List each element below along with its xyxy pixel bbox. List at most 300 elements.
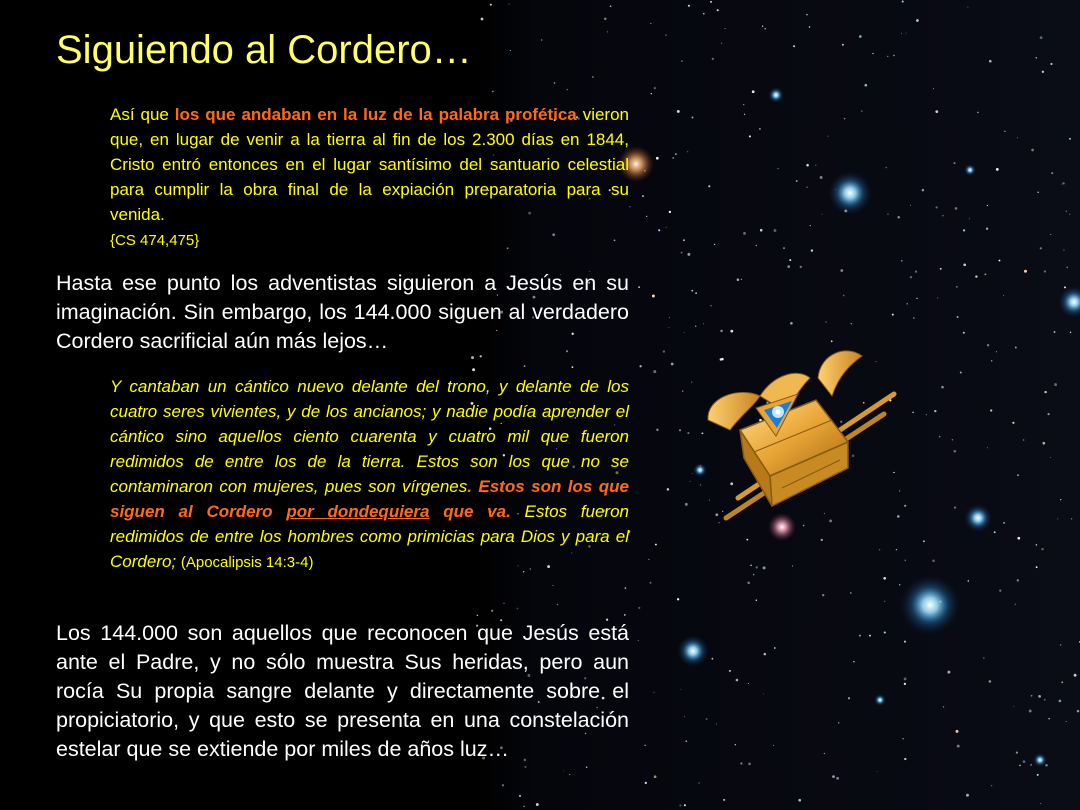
star (1044, 699, 1046, 701)
star (820, 176, 823, 179)
star (1016, 752, 1018, 754)
star (1057, 518, 1058, 519)
star (815, 164, 816, 165)
star (592, 76, 593, 77)
star (787, 265, 790, 268)
star (680, 689, 681, 690)
star (625, 587, 627, 589)
star (789, 259, 791, 261)
star (939, 436, 941, 438)
star (472, 368, 475, 371)
star (610, 5, 612, 7)
star (667, 488, 670, 491)
star (1017, 579, 1019, 581)
star (956, 730, 959, 733)
star (688, 5, 690, 7)
star (967, 7, 968, 8)
star (915, 270, 917, 272)
star (904, 641, 906, 643)
star (872, 53, 873, 54)
star (941, 386, 944, 389)
star (703, 323, 704, 324)
star (984, 273, 986, 275)
quote2-highlight: Estos son los que siguen al Cordero (110, 477, 629, 521)
star (554, 82, 556, 84)
star (673, 157, 674, 158)
star (1050, 234, 1051, 235)
star (736, 679, 739, 682)
star (896, 549, 897, 550)
star (936, 206, 938, 208)
star (1064, 286, 1066, 288)
star (1074, 674, 1077, 677)
star (902, 738, 903, 739)
star (644, 745, 645, 746)
star (893, 55, 894, 56)
star (975, 275, 977, 277)
star (912, 412, 914, 414)
star (756, 245, 757, 246)
star (756, 566, 758, 568)
star (1047, 413, 1049, 415)
star (963, 229, 965, 231)
star (695, 325, 696, 326)
star (822, 594, 824, 596)
quote2-highlight-end: que va. (429, 502, 511, 521)
star (991, 360, 993, 362)
star (1024, 270, 1027, 273)
star (952, 439, 953, 440)
star (692, 117, 694, 119)
star (760, 229, 763, 232)
star (759, 128, 761, 130)
star (710, 1, 712, 3)
star (906, 33, 907, 34)
star (905, 560, 906, 561)
star (864, 84, 867, 87)
star (753, 574, 755, 576)
star (1030, 764, 1032, 766)
star (943, 706, 944, 707)
star (960, 371, 962, 373)
star (916, 19, 919, 22)
star (735, 744, 736, 745)
star (523, 806, 524, 807)
star (763, 693, 764, 694)
star (809, 26, 811, 28)
star (764, 28, 766, 30)
star (859, 35, 862, 38)
star (1023, 439, 1024, 440)
star (810, 225, 811, 226)
star (1036, 57, 1038, 59)
star (843, 295, 845, 297)
star (933, 88, 934, 89)
star (887, 214, 888, 215)
star (940, 268, 942, 270)
star (796, 180, 798, 182)
star (967, 580, 969, 582)
star (807, 187, 808, 188)
star (902, 1, 904, 3)
star (1071, 518, 1072, 519)
star (861, 110, 863, 112)
star (677, 110, 680, 113)
star (1037, 774, 1039, 776)
star (1048, 718, 1049, 719)
star (1066, 721, 1067, 722)
star (923, 540, 925, 542)
star (840, 269, 843, 272)
star (684, 332, 685, 333)
star (1061, 184, 1062, 185)
star (989, 680, 992, 683)
star (695, 292, 697, 294)
star (994, 531, 996, 533)
star (832, 775, 835, 778)
star (638, 640, 639, 641)
paragraph-adventists: Hasta ese punto los adventistas siguieron a Jesús en su imaginación. Sin embargo, los 144.000 siguen al verdadero Cordero sacrificial aún más lejos… (56, 271, 629, 353)
star (806, 14, 807, 15)
star (783, 247, 785, 249)
star (654, 87, 656, 89)
star (552, 585, 553, 586)
star (756, 600, 757, 601)
star (853, 661, 854, 662)
star (989, 60, 992, 63)
star (503, 603, 504, 604)
star (825, 321, 826, 322)
star (1063, 249, 1065, 251)
star (1019, 765, 1021, 767)
star (666, 227, 667, 228)
star (996, 168, 999, 171)
star (743, 232, 746, 235)
star (1059, 700, 1062, 703)
star (955, 207, 958, 210)
star (901, 260, 903, 262)
star (604, 18, 606, 20)
star (651, 93, 652, 94)
star (706, 718, 708, 720)
quote1-reference: {CS 474,475} (110, 232, 200, 249)
star (842, 44, 844, 46)
star (567, 89, 568, 90)
star (638, 607, 640, 609)
star (1003, 295, 1004, 296)
star (1060, 499, 1061, 500)
star (725, 28, 726, 29)
star (764, 653, 767, 656)
star (790, 322, 793, 325)
star (492, 91, 494, 93)
star (687, 151, 688, 152)
quote-great-controversy (110, 102, 629, 253)
star (901, 33, 902, 34)
star (687, 432, 689, 434)
star (721, 43, 722, 44)
star (638, 286, 640, 288)
star (720, 330, 723, 333)
star (957, 745, 960, 748)
star (996, 351, 997, 352)
star (748, 763, 751, 766)
star (906, 303, 908, 305)
star (774, 229, 777, 232)
slide-title: Siguiendo al Cordero… (56, 28, 472, 72)
star (716, 723, 717, 724)
star (987, 205, 988, 206)
star (934, 410, 936, 412)
star (648, 559, 649, 560)
star (851, 323, 852, 324)
star (517, 608, 519, 610)
star (800, 266, 802, 268)
star (656, 429, 658, 431)
star (762, 25, 763, 26)
star (557, 604, 559, 606)
star (663, 350, 665, 352)
star (916, 298, 917, 299)
star (926, 414, 927, 415)
star (913, 317, 915, 319)
star (884, 631, 886, 633)
star (750, 564, 752, 566)
star (684, 804, 686, 806)
star (1070, 332, 1071, 333)
star (671, 363, 674, 366)
star (1040, 247, 1042, 249)
star (850, 592, 851, 593)
star (563, 771, 564, 772)
star (502, 784, 504, 786)
star (703, 13, 705, 15)
star (1017, 137, 1018, 138)
star (1017, 537, 1020, 540)
star (691, 381, 692, 382)
star (1042, 71, 1044, 73)
star (821, 214, 822, 215)
star (650, 582, 652, 584)
star (541, 39, 542, 40)
star (910, 276, 912, 278)
star (922, 189, 925, 192)
star (1041, 548, 1043, 550)
star (1036, 566, 1038, 568)
star (656, 157, 659, 160)
star (1066, 210, 1067, 211)
star (743, 104, 744, 105)
star (844, 118, 845, 119)
star (1040, 803, 1041, 804)
star (848, 697, 850, 699)
star (947, 671, 950, 674)
star (763, 566, 766, 569)
star (1044, 391, 1046, 393)
star (793, 45, 795, 47)
quote1-text-start: Así que (110, 105, 175, 124)
star (937, 297, 938, 298)
star (792, 566, 793, 567)
star (879, 549, 880, 550)
star (1062, 182, 1064, 184)
star (717, 9, 719, 11)
star (1004, 131, 1005, 132)
star (983, 657, 985, 659)
star (681, 252, 683, 254)
star (811, 249, 813, 251)
star (1017, 474, 1019, 476)
star (897, 216, 900, 219)
star (827, 136, 828, 137)
star (1015, 346, 1017, 348)
star (884, 601, 885, 602)
star (746, 539, 748, 541)
star (1036, 544, 1038, 546)
star (681, 60, 682, 61)
star (744, 114, 745, 115)
star (629, 206, 630, 207)
star (682, 390, 683, 391)
star (1051, 172, 1053, 174)
star (1054, 383, 1057, 386)
star (1038, 695, 1041, 698)
star (1050, 457, 1051, 458)
star (569, 774, 570, 775)
star (471, 356, 474, 359)
star (677, 598, 679, 600)
star (806, 164, 809, 167)
star (684, 716, 685, 717)
star (690, 481, 691, 482)
star (652, 295, 655, 298)
star (654, 692, 655, 693)
star (1054, 331, 1056, 333)
star (645, 782, 647, 784)
star (957, 316, 959, 318)
star (510, 50, 511, 51)
star (624, 614, 626, 616)
quote1-highlight: los que andaban en la luz de la palabra profética (174, 105, 577, 124)
star (1045, 764, 1048, 767)
quote2-reference: (Apocalipsis 14:3-4) (180, 554, 314, 571)
star (904, 758, 906, 760)
star (990, 409, 992, 411)
star (669, 317, 670, 318)
star (654, 775, 657, 778)
star (1040, 36, 1043, 39)
star (969, 218, 970, 219)
star (883, 577, 886, 580)
star (675, 153, 677, 155)
star (650, 23, 651, 24)
star (953, 450, 956, 453)
star (885, 167, 887, 169)
star (665, 34, 666, 35)
star (999, 589, 1001, 591)
star (1012, 422, 1014, 424)
star (859, 635, 861, 637)
star (1037, 192, 1039, 194)
star (711, 658, 713, 660)
star (999, 260, 1001, 262)
star (747, 581, 750, 584)
star (741, 279, 742, 280)
star (714, 244, 715, 245)
star (698, 782, 699, 783)
star (481, 18, 484, 21)
star (509, 4, 510, 5)
star (639, 365, 641, 367)
star (536, 803, 539, 806)
star (932, 560, 935, 563)
star (723, 799, 725, 801)
star (774, 647, 776, 649)
star (935, 110, 938, 113)
star (1044, 270, 1046, 272)
star (748, 683, 749, 684)
star (669, 211, 671, 213)
star (869, 635, 871, 637)
star (679, 804, 681, 806)
star (899, 490, 900, 491)
ark-of-covenant-image (698, 338, 898, 528)
star (586, 766, 588, 768)
star (477, 615, 479, 617)
star (887, 56, 888, 57)
star (773, 745, 774, 746)
star (1031, 695, 1033, 697)
star (966, 794, 969, 797)
star (683, 239, 685, 241)
star (668, 327, 669, 328)
star (642, 195, 644, 197)
star (524, 766, 526, 768)
star (519, 795, 521, 797)
star (1013, 706, 1014, 707)
quote2-text-end: Estos fueron redimidos de entre los hombres como primicias para Dios y para el Cordero; (110, 502, 629, 571)
star (572, 366, 574, 368)
star (1069, 138, 1071, 140)
star (730, 330, 733, 333)
star (752, 90, 755, 93)
star (1077, 710, 1080, 713)
star (692, 473, 693, 474)
quote1-text-end: vieron que, en lugar de venir a la tierra al fin de los 2.300 días en 1844, Cristo entró entonces en el lugar santísimo del santuario celestial para cumplir la obra final de la expiación preparatoria para su venida. (110, 105, 629, 224)
star (1015, 604, 1016, 605)
star (1050, 63, 1052, 65)
star (490, 4, 492, 6)
star (899, 584, 900, 585)
star (1060, 644, 1062, 646)
star (910, 205, 911, 206)
star (986, 228, 988, 230)
star (653, 370, 656, 373)
star (1023, 760, 1026, 763)
star (1029, 710, 1032, 713)
star (524, 365, 526, 367)
star (749, 135, 751, 137)
quote2-highlight-underlined: por dondequiera (286, 502, 430, 521)
star (708, 185, 710, 187)
star (691, 290, 693, 292)
star (963, 332, 965, 334)
star (798, 799, 801, 802)
star (977, 112, 979, 114)
star (1031, 149, 1034, 152)
star (956, 286, 957, 287)
star (821, 539, 823, 541)
